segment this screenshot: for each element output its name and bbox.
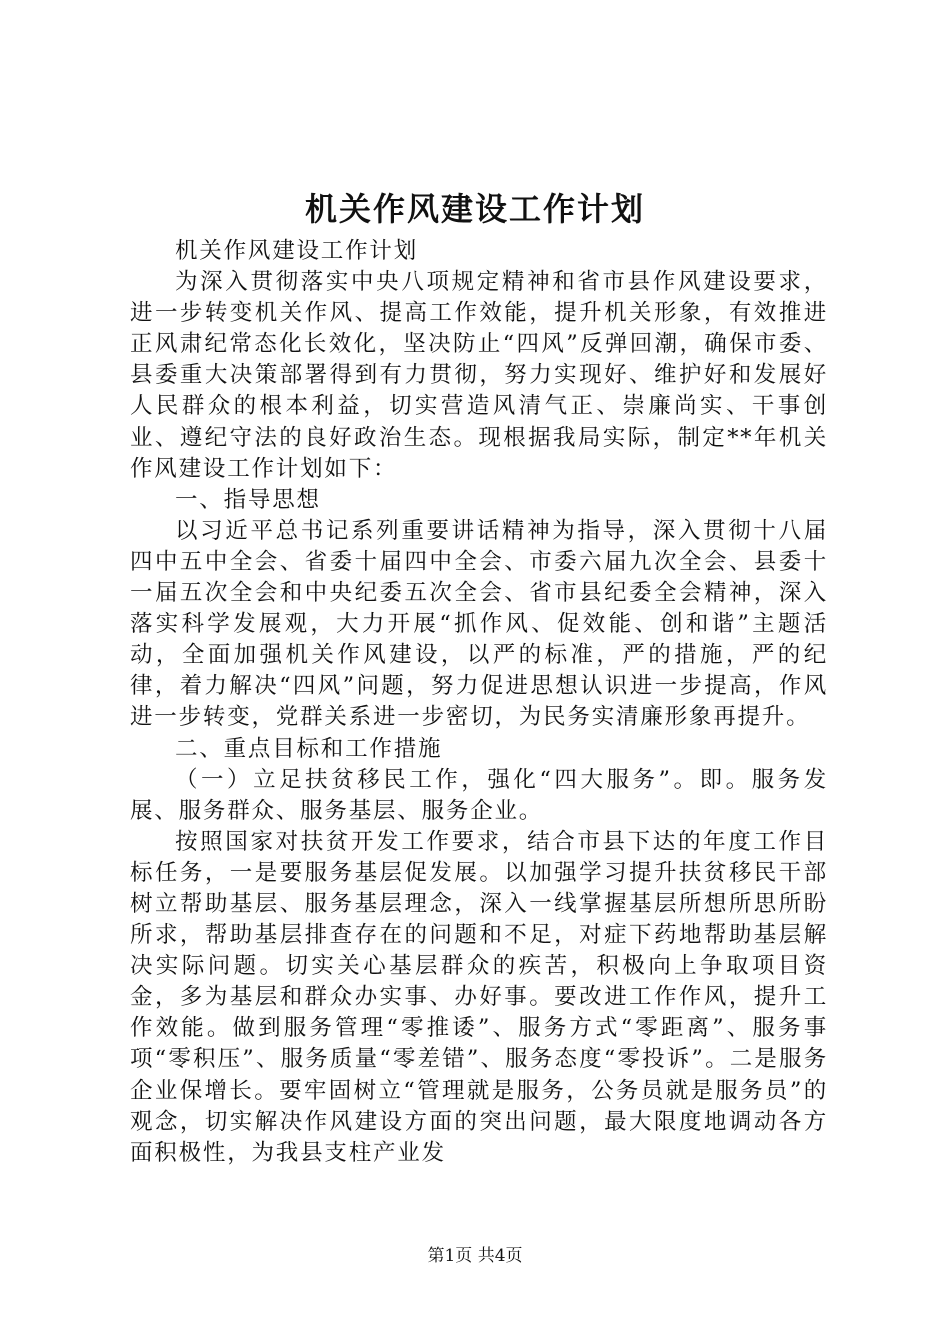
- document-body: [130, 236, 828, 1169]
- document-title: 机关作风建设工作计划: [304, 190, 645, 228]
- paragraph-four-services: （一）立足扶贫移民工作，强化“四大服务”。即。服务发展、服务群众、服务基层、服务企业。: [130, 766, 828, 824]
- section-heading-key-goals: 二、重点目标和工作措施: [175, 735, 443, 762]
- page-footer: 第1页 共4页: [427, 1246, 523, 1266]
- paragraph-subtitle: 机关作风建设工作计划: [175, 238, 419, 264]
- paragraph-intro: 为深入贯彻落实中央八项规定精神和省市县作风建设要求，进一步转变机关作风、提高工作效能，提升机关形象，有效推进正风肃纪常态化长效化，坚决防止“四风”反弹回潮，确保市委、县委重大决策部署得到有力贯彻，努力实现好、维护好和发展好人民群众的根本利益，切实营造风清气正、崇廉尚实、干事创业、遵纪守法的良好政治生态。现根据我局实际，制定**年机关作风建设工作计划如下：: [130, 269, 828, 482]
- paragraph-guiding-thought: 以习近平总书记系列重要讲话精神为指导，深入贯彻十八届四中五中全会、省委十届四中全会、市委六届九次全会、县委十一届五次全会和中央纪委五次全会、省市县纪委全会精神，深入落实科学发展观，大力开展“抓作风、促效能、创和谐”主题活动，全面加强机关作风建设，以严的标准，严的措施，严的纪律，着力解决“四风”问题，努力促进思想认识进一步提高，作风进一步转变，党群关系进一步密切，为民务实清廉形象再提升。: [130, 517, 828, 731]
- paragraph-service-measures: 按照国家对扶贫开发工作要求，结合市县下达的年度工作目标任务，一是要服务基层促发展。以加强学习提升扶贫移民干部树立帮助基层、服务基层理念，深入一线掌握基层所想所思所盼所求，帮助基层排查存在的问题和不足，对症下药地帮助基层解决实际问题。切实关心基层群众的疾苦，积极向上争取项目资金，多为基层和群众办实事、办好事。要改进工作作风，提升工作效能。做到服务管理“零推诿”、服务方式“零距离”、服务事项“零积压”、服务质量“零差错”、服务态度“零投诉”。二是服务企业保增长。要牢固树立“管理就是服务，公务员就是服务员”的观念，切实解决作风建设方面的突出问题，最大限度地调动各方面积极性，为我县支柱产业发: [130, 828, 828, 1166]
- section-heading-guiding-thought: 一、指导思想: [175, 486, 321, 513]
